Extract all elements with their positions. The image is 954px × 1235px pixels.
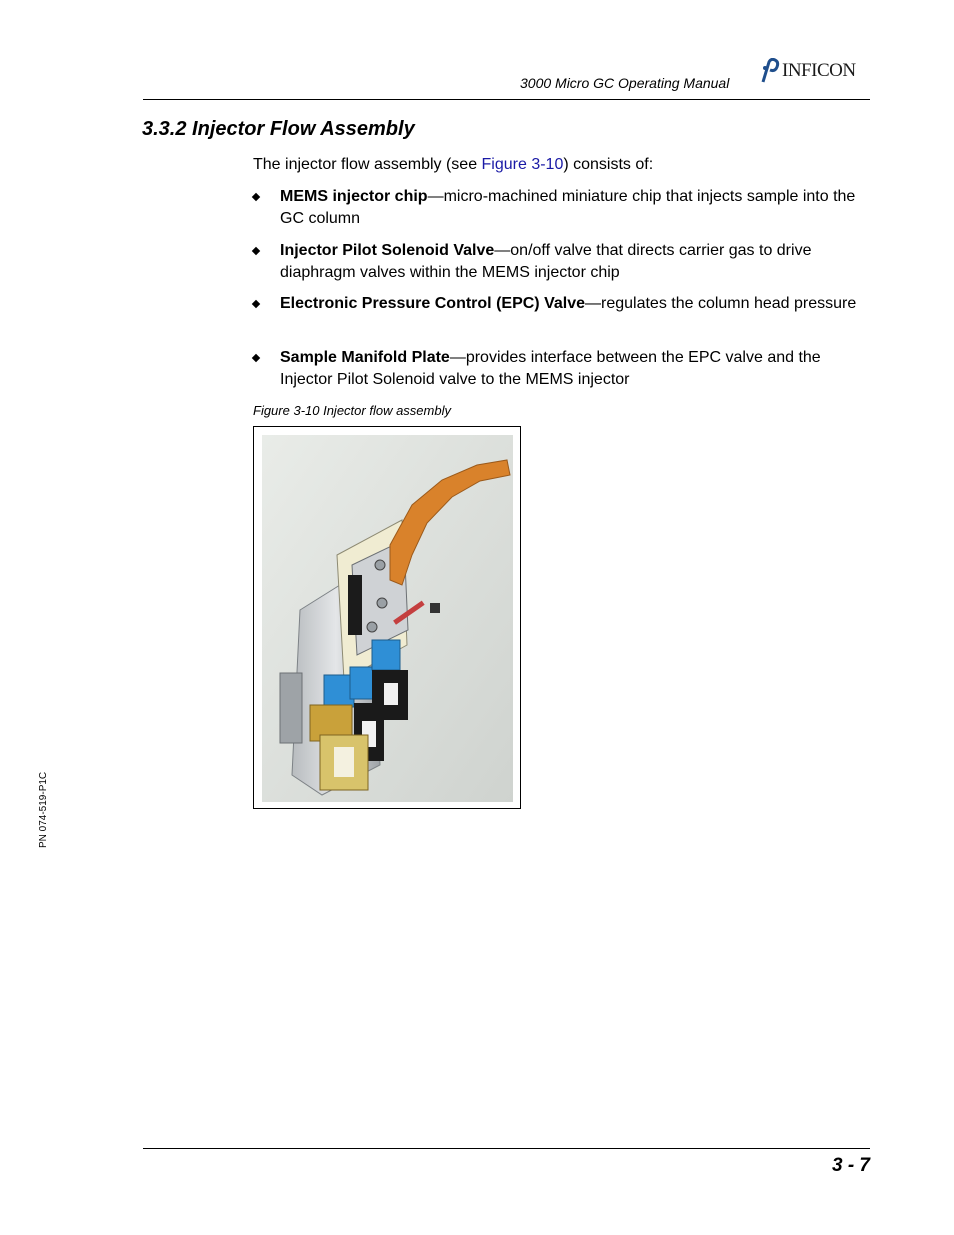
bullet-term: MEMS injector chip: [280, 188, 428, 205]
inficon-logo-icon: [760, 58, 782, 84]
page-number: 3 - 7: [831, 1155, 870, 1176]
figure-caption: Figure 3-10 Injector flow assembly: [253, 403, 451, 418]
intro-text-after: ) consists of:: [563, 156, 654, 173]
section-heading: 3.3.2 Injector Flow Assembly: [142, 118, 415, 140]
list-item: [253, 347, 873, 391]
footer-rule: [143, 1148, 870, 1149]
list-item: [253, 240, 873, 284]
manual-title: 3000 Micro GC Operating Manual: [520, 75, 730, 91]
figure-link[interactable]: Figure 3-10: [481, 156, 564, 173]
bullet-description: —micro-machined miniature chip that injects sample into the GC column: [280, 188, 856, 227]
header-rule: [143, 99, 870, 100]
logo-wordmark: INFICON: [782, 60, 856, 81]
intro-text-before: The injector flow assembly (see: [253, 156, 482, 173]
bullet-diamond-icon: [252, 300, 260, 308]
bullet-diamond-icon: [252, 354, 260, 362]
bullet-diamond-icon: [252, 247, 260, 255]
bullet-description: —provides interface between the EPC valve and the Injector Pilot Solenoid valve to the MEMS injector: [280, 349, 821, 388]
inficon-logo: [760, 58, 872, 84]
bullet-term: Electronic Pressure Control (EPC) Valve: [280, 295, 585, 312]
bullet-description: —regulates the column head pressure: [585, 295, 857, 312]
bullet-term: Sample Manifold Plate: [280, 349, 450, 366]
bullet-diamond-icon: [252, 193, 260, 201]
list-item: [253, 186, 873, 230]
list-item: [253, 293, 873, 315]
bullet-term: Injector Pilot Solenoid Valve: [280, 242, 495, 259]
intro-paragraph: [253, 154, 653, 176]
injector-assembly-photo: [262, 435, 513, 802]
bullet-description: —on/off valve that directs carrier gas to drive diaphragm valves within the MEMS injector chip: [280, 242, 812, 281]
part-number: PN 074-519-P1C: [38, 771, 49, 848]
